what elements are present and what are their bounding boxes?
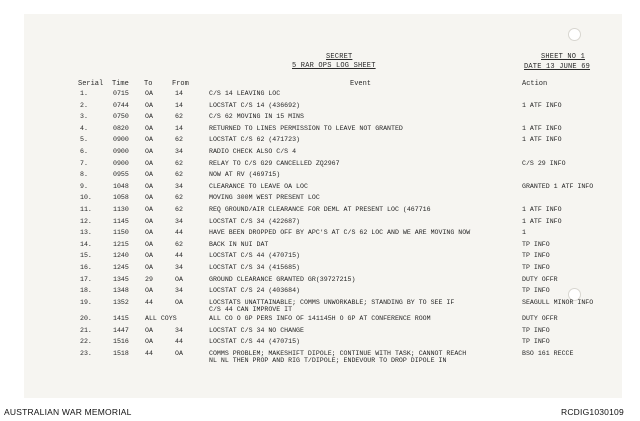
event-line: NOW AT RV (469715) — [209, 171, 281, 179]
serial-cell: 5. — [80, 136, 88, 144]
from-cell: OA — [175, 349, 183, 357]
serial-cell: 20. — [80, 315, 92, 323]
action-cell: BSO 161 RECCE — [522, 349, 574, 357]
table-row — [0, 338, 640, 350]
table-row — [0, 136, 640, 148]
serial-cell: 23. — [80, 349, 92, 357]
to-cell: OA — [145, 113, 153, 121]
from-cell: OA — [175, 275, 183, 283]
table-row — [0, 148, 640, 160]
event-line: COMMS PROBLEM; MAKESHIFT DIPOLE; CONTINUE WITH TASK; CANNOT REACH — [209, 349, 467, 357]
to-cell: 44 — [145, 349, 153, 357]
event-cell — [209, 125, 403, 132]
from-cell: 62 — [175, 205, 183, 213]
action-cell: 1 ATF INFO — [522, 124, 562, 132]
table-row — [0, 125, 640, 137]
table-row — [0, 183, 640, 195]
action-cell: 1 ATF INFO — [522, 217, 562, 225]
time-cell: 0955 — [113, 171, 129, 179]
serial-cell: 22. — [80, 338, 92, 346]
event-line: MOVING 300M WEST PRESENT LOC — [209, 194, 320, 202]
to-cell: OA — [145, 217, 153, 225]
event-cell — [209, 264, 300, 271]
table-row — [0, 287, 640, 299]
table-row — [0, 160, 640, 172]
table-row — [0, 252, 640, 264]
table-row — [0, 299, 640, 316]
serial-cell: 11. — [80, 205, 92, 213]
to-cell: OA — [145, 90, 153, 97]
from-cell: 14 — [175, 101, 183, 109]
column-from: From — [172, 80, 189, 88]
time-cell: 1048 — [113, 182, 129, 190]
action-cell: TP INFO — [522, 263, 550, 271]
event-line: LOCSTAT C/S 34 NO CHANGE — [209, 326, 304, 334]
table-row — [0, 206, 640, 218]
classification-heading: SECRET — [326, 53, 353, 61]
serial-cell: 16. — [80, 263, 92, 271]
from-cell: 34 — [175, 263, 183, 271]
event-line: BACK IN NUI DAT — [209, 240, 269, 248]
to-cell: OA — [145, 182, 153, 190]
from-cell: 14 — [175, 124, 183, 132]
event-cell — [209, 276, 355, 283]
time-cell: 1245 — [113, 263, 129, 271]
from-cell: 34 — [175, 326, 183, 334]
time-cell: 0900 — [113, 147, 129, 155]
event-cell — [209, 299, 454, 314]
time-cell: 0900 — [113, 159, 129, 167]
time-cell: 1345 — [113, 275, 129, 283]
document-title: 5 RAR OPS LOG SHEET — [292, 62, 376, 70]
event-line: LOCSTAT C/S 24 (403684) — [209, 287, 301, 295]
to-cell: OA — [145, 240, 153, 248]
event-line: ALL CO O GP PERS INFO OF 141145H O GP AT CONFERENCE ROOM — [209, 315, 431, 323]
event-cell — [209, 160, 340, 167]
to-cell: OA — [145, 326, 153, 334]
event-cell — [209, 350, 466, 365]
to-cell: OA — [145, 147, 153, 155]
event-cell — [209, 206, 431, 213]
serial-cell: 14. — [80, 240, 92, 248]
serial-cell: 15. — [80, 252, 92, 260]
column-to: To — [144, 80, 153, 88]
action-cell: SEAGULL MINOR INFO — [522, 298, 594, 306]
time-cell: 1058 — [113, 194, 129, 202]
to-cell: OA — [145, 194, 153, 202]
from-cell: 44 — [175, 252, 183, 260]
from-cell: 62 — [175, 171, 183, 179]
footer-reference: RCDIG1030109 — [561, 407, 624, 417]
event-line: LOCSTATS UNATTAINABLE; COMMS UNWORKABLE; STANDING BY TO SEE IF — [209, 298, 455, 306]
time-cell: 1447 — [113, 326, 129, 334]
to-cell: OA — [145, 171, 153, 179]
from-cell: 62 — [175, 240, 183, 248]
event-cell — [209, 315, 431, 322]
from-cell: 44 — [175, 338, 183, 346]
table-row — [0, 229, 640, 241]
serial-cell: 6. — [80, 147, 88, 155]
sheet-date: DATE 13 JUNE 69 — [524, 63, 591, 71]
event-cell — [209, 183, 308, 190]
time-cell: 1130 — [113, 205, 129, 213]
serial-cell: 8. — [80, 171, 88, 179]
action-cell: TP INFO — [522, 338, 550, 346]
log-table — [0, 90, 640, 366]
table-row — [0, 276, 640, 288]
serial-cell: 10. — [80, 194, 92, 202]
action-cell: 1 — [522, 229, 526, 237]
event-line-continued: NL NL THEN PROP AND RIG T/DIPOLE; ENDEVOUR TO DROP DIPOLE IN — [209, 357, 447, 365]
to-cell: OA — [145, 229, 153, 237]
table-row — [0, 315, 640, 327]
table-row — [0, 90, 640, 102]
from-cell: 14 — [175, 90, 183, 97]
event-line: RETURNED TO LINES PERMISSION TO LEAVE NOT GRANTED — [209, 124, 403, 132]
event-line: LOCSTAT C/S 34 (422687) — [209, 217, 301, 225]
event-line: LOCSTAT C/S 62 (471723) — [209, 136, 301, 144]
from-cell: 34 — [175, 147, 183, 155]
table-row — [0, 327, 640, 339]
from-cell: 62 — [175, 113, 183, 121]
event-line: CLEARANCE TO LEAVE OA LOC — [209, 182, 308, 190]
serial-cell: 2. — [80, 101, 88, 109]
table-row — [0, 194, 640, 206]
event-cell — [209, 148, 296, 155]
action-cell: TP INFO — [522, 240, 550, 248]
time-cell: 1516 — [113, 338, 129, 346]
table-row — [0, 350, 640, 367]
event-line: REQ GROUND/AIR CLEARANCE FOR DEML AT PRESENT LOC (467716 — [209, 205, 431, 213]
serial-cell: 7. — [80, 159, 88, 167]
time-cell: 1215 — [113, 240, 129, 248]
action-cell: GRANTED 1 ATF INFO — [522, 182, 594, 190]
column-event: Event — [350, 80, 372, 88]
serial-cell: 19. — [80, 298, 92, 306]
event-cell — [209, 229, 470, 236]
to-cell: OA — [145, 252, 153, 260]
serial-cell: 13. — [80, 229, 92, 237]
time-cell: 0744 — [113, 101, 129, 109]
time-cell: 1415 — [113, 315, 129, 323]
event-cell — [209, 194, 320, 201]
time-cell: 1352 — [113, 298, 129, 306]
to-cell: ALL COYS — [145, 315, 177, 323]
event-line: RADIO CHECK ALSO C/S 4 — [209, 147, 297, 155]
time-cell: 0820 — [113, 124, 129, 132]
time-cell: 1240 — [113, 252, 129, 260]
event-line: C/S 62 MOVING IN 15 MINS — [209, 113, 304, 121]
sheet-number: SHEET NO 1 — [541, 53, 586, 61]
table-row — [0, 241, 640, 253]
event-line: LOCSTAT C/S 44 (470715) — [209, 252, 301, 260]
to-cell: OA — [145, 263, 153, 271]
event-line-continued: C/S 44 CAN IMPROVE IT — [209, 306, 293, 314]
from-cell: OA — [175, 298, 183, 306]
to-cell: OA — [145, 124, 153, 132]
event-cell — [209, 113, 304, 120]
serial-cell: 1. — [80, 90, 88, 97]
event-line: RELAY TO C/S G29 CANCELLED ZQ2967 — [209, 159, 340, 167]
serial-cell: 21. — [80, 326, 92, 334]
serial-cell: 12. — [80, 217, 92, 225]
action-cell: DUTY OFFR — [522, 275, 558, 283]
from-cell: 62 — [175, 136, 183, 144]
to-cell: OA — [145, 287, 153, 295]
serial-cell: 3. — [80, 113, 88, 121]
to-cell: OA — [145, 205, 153, 213]
action-cell: TP INFO — [522, 287, 550, 295]
time-cell: 1348 — [113, 287, 129, 295]
time-cell: 1150 — [113, 229, 129, 237]
from-cell: 34 — [175, 217, 183, 225]
serial-cell: 17. — [80, 275, 92, 283]
event-line: GROUND CLEARANCE GRANTED GR(39727215) — [209, 275, 356, 283]
time-cell: 1518 — [113, 349, 129, 357]
event-line: LOCSTAT C/S 44 (470715) — [209, 338, 301, 346]
event-cell — [209, 241, 268, 248]
action-cell: TP INFO — [522, 252, 550, 260]
column-time: Time — [112, 80, 129, 88]
action-cell: 1 ATF INFO — [522, 205, 562, 213]
to-cell: 29 — [145, 275, 153, 283]
punch-hole-top — [568, 28, 581, 41]
serial-cell: 9. — [80, 182, 88, 190]
column-action: Action — [522, 80, 548, 88]
from-cell: 34 — [175, 182, 183, 190]
column-serial: Serial — [78, 80, 104, 88]
table-row — [0, 102, 640, 114]
time-cell: 1145 — [113, 217, 129, 225]
from-cell: 62 — [175, 159, 183, 167]
table-row — [0, 113, 640, 125]
time-cell: 0900 — [113, 136, 129, 144]
to-cell: OA — [145, 101, 153, 109]
event-line: C/S 14 LEAVING LOC — [209, 90, 281, 97]
serial-cell: 18. — [80, 287, 92, 295]
time-cell: 0715 — [113, 90, 129, 97]
table-row — [0, 264, 640, 276]
event-cell — [209, 218, 300, 225]
to-cell: OA — [145, 136, 153, 144]
event-cell — [209, 252, 300, 259]
event-line: LOCSTAT C/S 14 (436692) — [209, 101, 301, 109]
table-row — [0, 218, 640, 230]
event-cell — [209, 136, 300, 143]
from-cell: 34 — [175, 287, 183, 295]
time-cell: 0750 — [113, 113, 129, 121]
to-cell: 44 — [145, 298, 153, 306]
action-cell: 1 ATF INFO — [522, 136, 562, 144]
footer-source: AUSTRALIAN WAR MEMORIAL — [4, 407, 132, 417]
from-cell: 44 — [175, 229, 183, 237]
event-cell — [209, 327, 304, 334]
action-cell: TP INFO — [522, 326, 550, 334]
table-row — [0, 171, 640, 183]
event-cell — [209, 338, 300, 345]
event-cell — [209, 287, 300, 294]
event-line: LOCSTAT C/S 34 (415685) — [209, 263, 301, 271]
event-cell — [209, 171, 280, 178]
serial-cell: 4. — [80, 124, 88, 132]
action-cell: C/S 29 INFO — [522, 159, 566, 167]
event-line: HAVE BEEN DROPPED OFF BY APC'S AT C/S 62 LOC AND WE ARE MOVING NOW — [209, 229, 471, 237]
event-cell — [209, 90, 280, 97]
action-cell: 1 ATF INFO — [522, 101, 562, 109]
to-cell: OA — [145, 159, 153, 167]
from-cell: 62 — [175, 194, 183, 202]
action-cell: DUTY OFFR — [522, 315, 558, 323]
event-cell — [209, 102, 300, 109]
to-cell: OA — [145, 338, 153, 346]
